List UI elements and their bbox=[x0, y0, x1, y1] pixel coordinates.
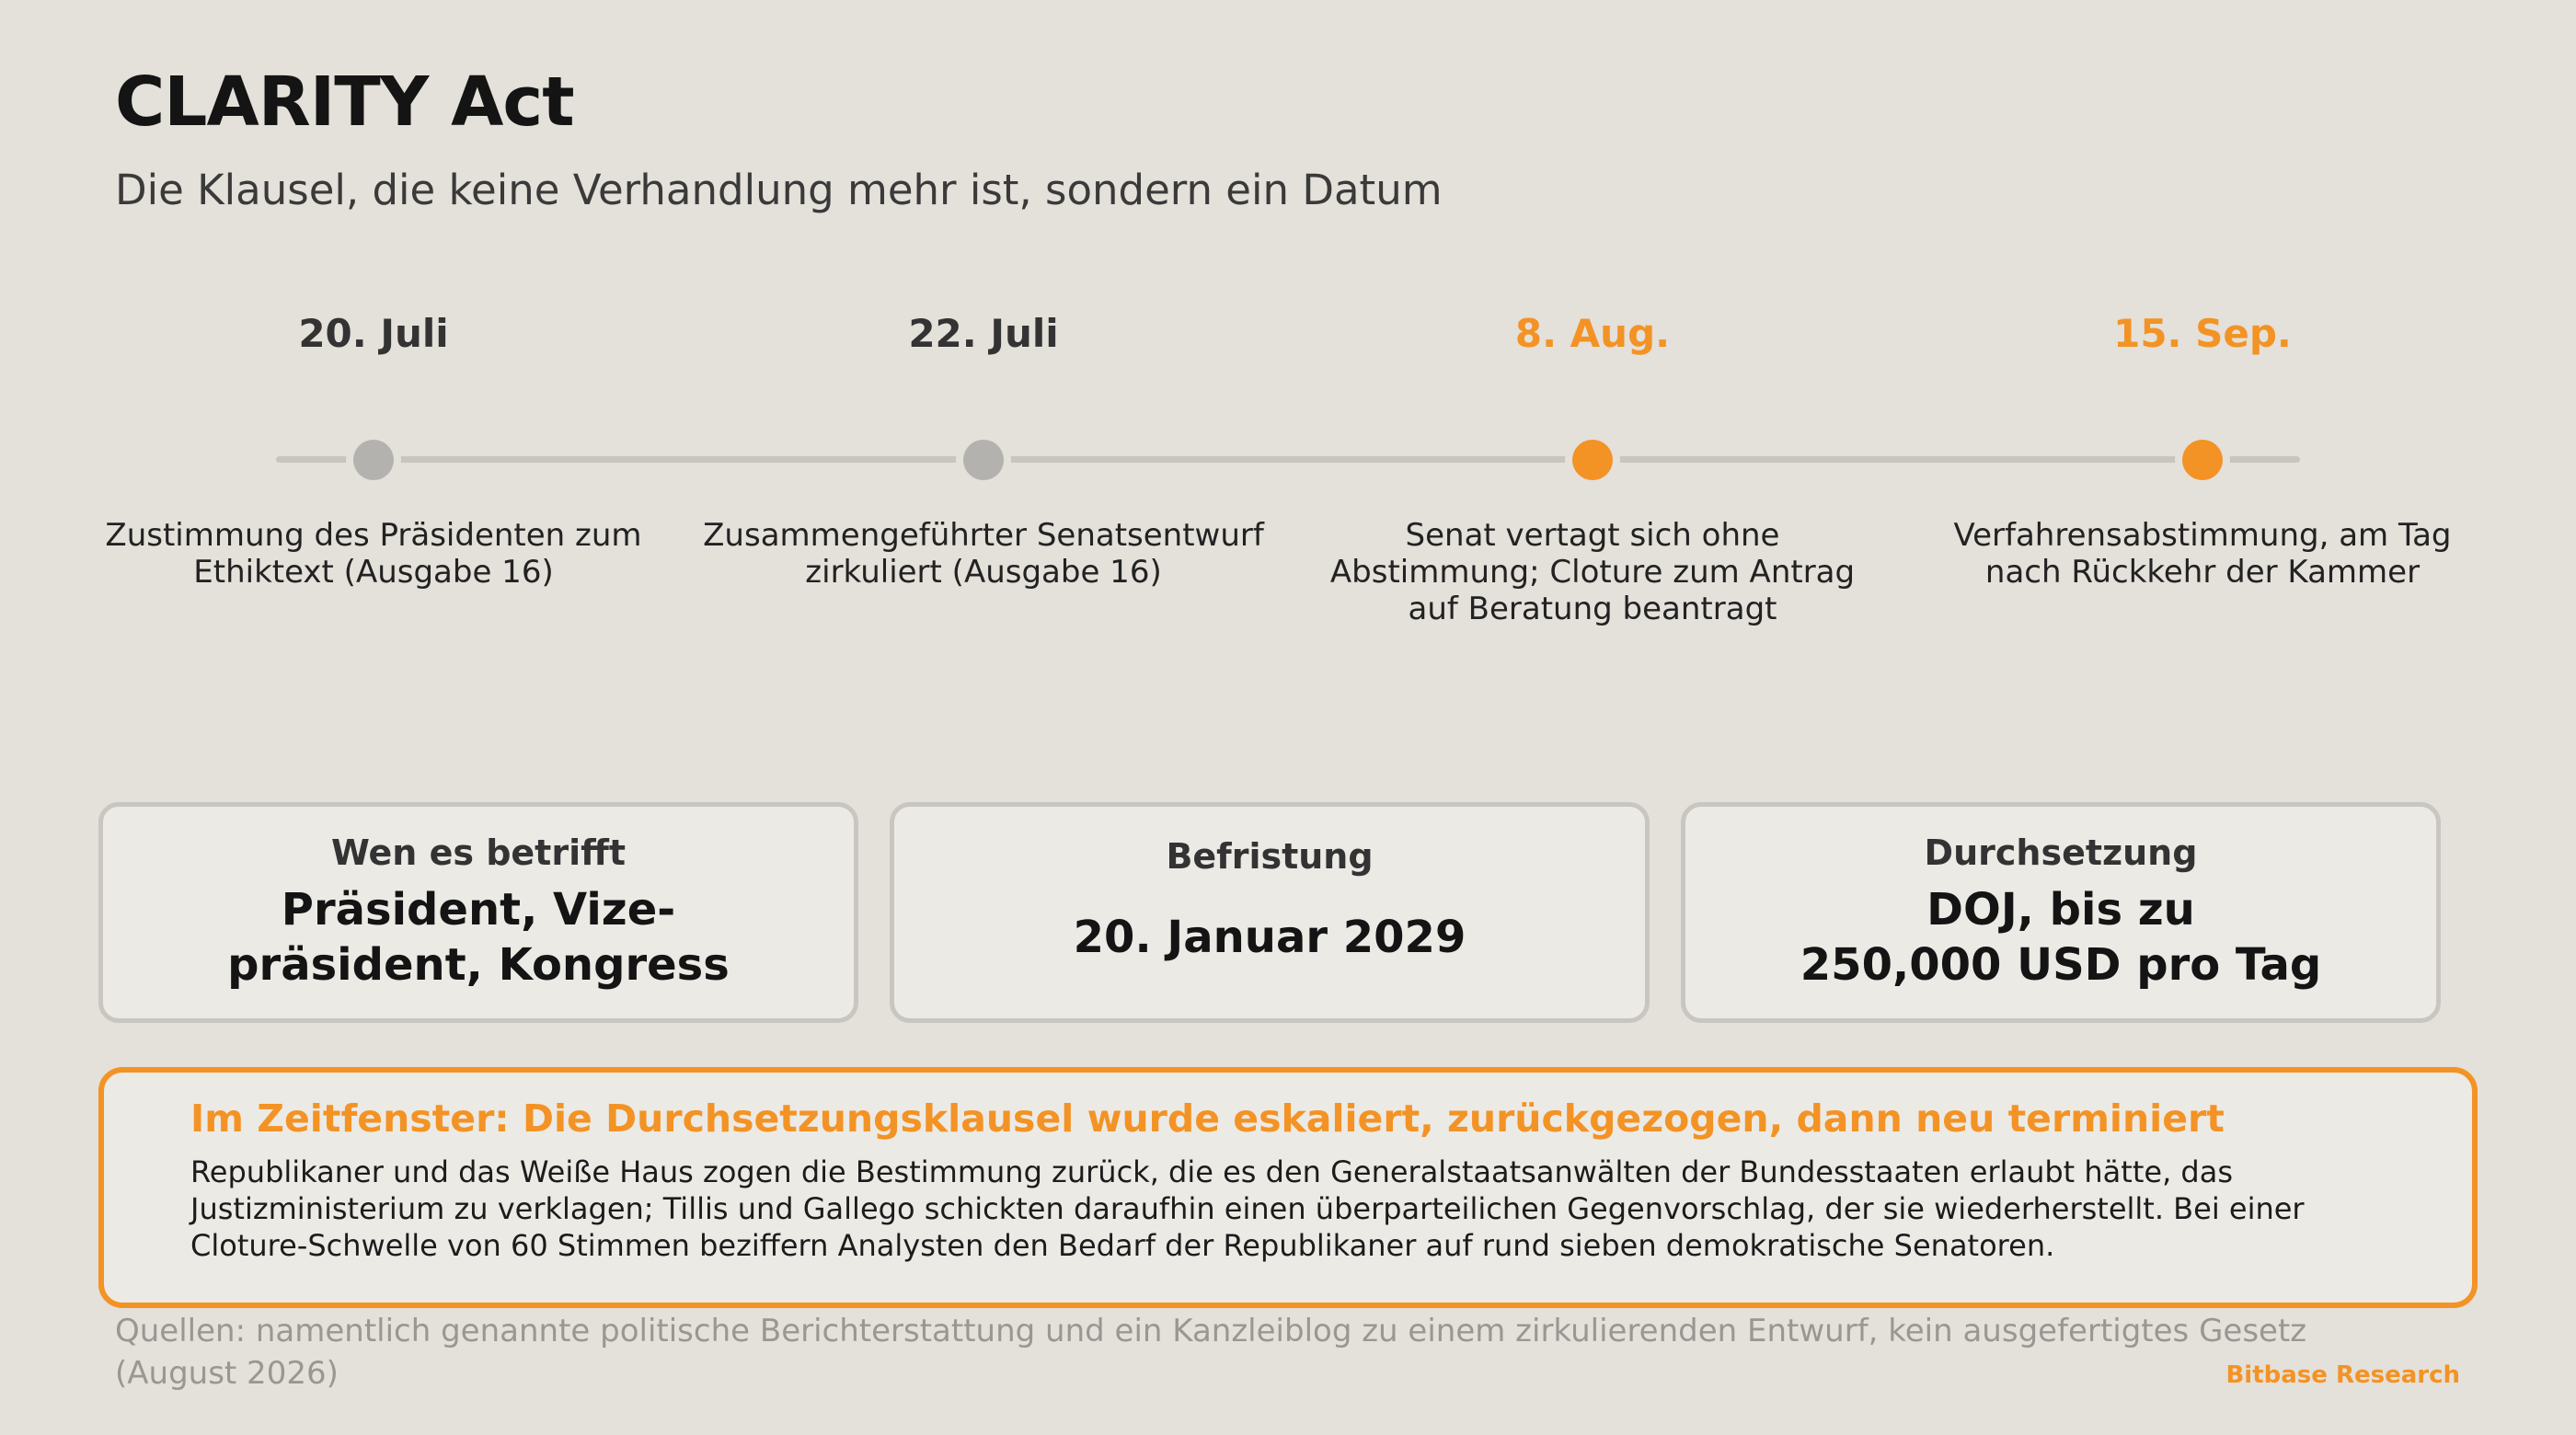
page-title: CLARITY Act bbox=[115, 63, 574, 142]
timeline-dot bbox=[2182, 440, 2223, 480]
sources-note: Quellen: namentlich genannte politische Berichterstattung und ein Kanzleiblog zu einem zirkulierenden Entwurf, kein ausgefertigtes Gesetz (August 2026) bbox=[115, 1313, 2307, 1392]
timeline-dot bbox=[1572, 440, 1613, 480]
info-card-deadline bbox=[890, 802, 1650, 1023]
card-value bbox=[894, 910, 1645, 965]
timeline-date: 20. Juli bbox=[298, 311, 449, 356]
card-label: Befristung bbox=[1166, 836, 1374, 877]
card-label: Durchsetzung bbox=[1924, 832, 2198, 873]
timeline-dot bbox=[963, 440, 1004, 480]
timeline-track bbox=[276, 456, 2300, 463]
callout-title: Im Zeitfenster: Die Durchsetzungsklausel wurde eskaliert, zurückgezogen, dann neu terminiert bbox=[190, 1096, 2225, 1141]
page-subtitle: Die Klausel, die keine Verhandlung mehr ist, sondern ein Datum bbox=[115, 166, 1443, 214]
card-value-line: präsident, Kongress bbox=[227, 939, 730, 991]
card-value-line: 250,000 USD pro Tag bbox=[1800, 939, 2322, 991]
timeline-description: Senat vertagt sich ohne Abstimmung; Cloture zum Antrag auf Beratung beantragt bbox=[1329, 517, 1856, 627]
card-label: Wen es betrifft bbox=[330, 832, 627, 873]
timeline-date: 22. Juli bbox=[908, 311, 1059, 356]
highlight-callout bbox=[98, 1067, 2478, 1308]
timeline-date: 8. Aug. bbox=[1514, 311, 1671, 356]
card-value-line: Präsident, Vize- bbox=[281, 884, 676, 936]
timeline-dot bbox=[353, 440, 394, 480]
card-value bbox=[1685, 882, 2436, 993]
callout-body: Republikaner und das Weiße Haus zogen die Bestimmung zurück, die es den Generalstaatsanwälten der Bundesstaaten erlaubt hätte, das Justizministerium zu verklagen; Tillis und Gallego schickten daraufhin einen überparteilichen Gegenvorschlag, der sie wiederherstellt. Bei einer Cloture-Schwelle von 60 Stimmen beziffern Analysten den Bedarf der Republikaner auf rund sieben demokratische Senatoren. bbox=[190, 1154, 2305, 1263]
timeline-date: 15. Sep. bbox=[2113, 311, 2292, 356]
card-value-line: 20. Januar 2029 bbox=[1073, 912, 1466, 963]
timeline-description: Verfahrensabstimmung, am Tag nach Rückkehr der Kammer bbox=[1953, 517, 2452, 591]
card-value bbox=[103, 882, 854, 993]
timeline-description: Zustimmung des Präsidenten zum Ethiktext (Ausgabe 16) bbox=[105, 517, 642, 591]
card-value-line: DOJ, bis zu bbox=[1926, 884, 2195, 936]
timeline-description: Zusammengeführter Senatsentwurf zirkuliert (Ausgabe 16) bbox=[703, 517, 1264, 591]
info-card-enforcement bbox=[1681, 802, 2441, 1023]
info-card-affected bbox=[98, 802, 858, 1023]
brand-label: Bitbase Research bbox=[2225, 1361, 2460, 1389]
